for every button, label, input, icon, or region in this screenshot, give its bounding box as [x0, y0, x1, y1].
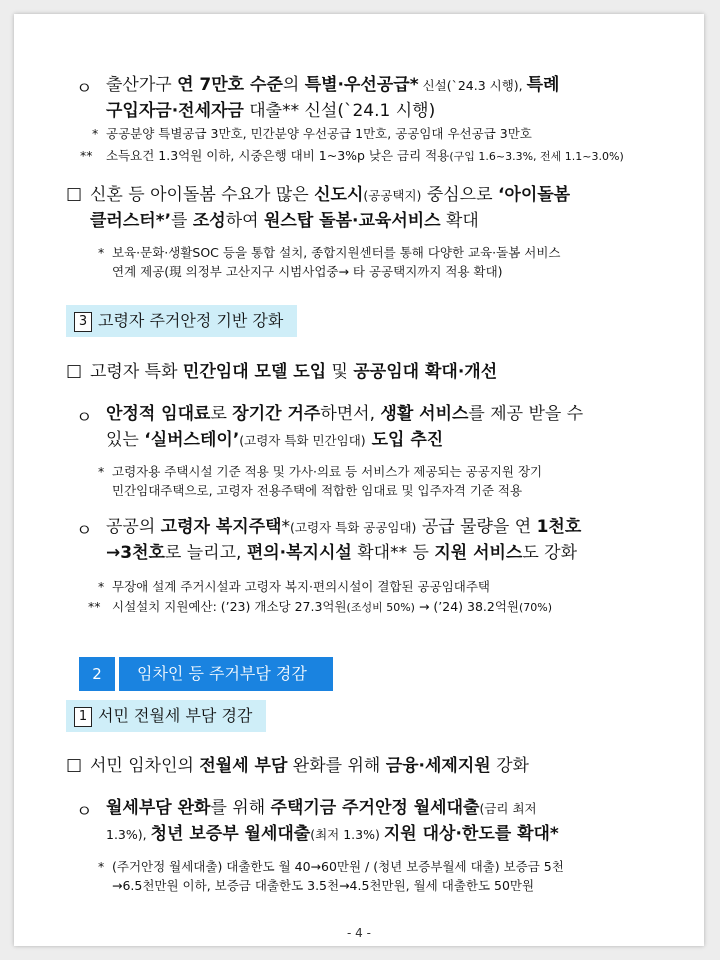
paragraph-line: 안정적 임대료로 장기간 거주하면서, 생활 서비스를 제공 받을 수 [106, 404, 584, 424]
section-marker: □ [66, 755, 83, 775]
paragraph-line: 신혼 등 아이돌봄 수요가 많은 신도시(공공택지) 중심으로 ‘아이돌봄 [90, 185, 571, 205]
footnote-text: 공공분양 특별공급 3만호, 민간분양 우선공급 1만호, 공공임대 우선공급 3만호 [106, 126, 532, 141]
document-page [14, 14, 704, 946]
bullet-marker: ㅇ [76, 521, 93, 541]
section-marker: □ [66, 184, 83, 204]
paragraph-line: →3천호로 늘리고, 편의·복지시설 확대** 등 지원 서비스도 강화 [106, 543, 578, 563]
footnote-text: (주거안정 월세대출) 대출한도 월 40→60만원 / (청년 보증부월세 대출) 보증금 5천 [112, 859, 564, 874]
footnote-marker: * [98, 859, 105, 874]
section-title: 임차인 등 주거부담 경감 [119, 657, 333, 691]
footnote-marker: ** [88, 599, 101, 614]
bullet-marker: ㅇ [76, 408, 93, 428]
footnote-marker: * [98, 579, 105, 594]
subsection-title: 서민 전월세 부담 경감 [98, 706, 253, 725]
footnote-marker: * [98, 464, 105, 479]
paragraph-line: 구입자금·전세자금 대출** 신설(`24.1 시행) [106, 101, 436, 121]
subsection-heading [66, 700, 266, 732]
bullet-marker: ㅇ [76, 79, 93, 99]
paragraph-line: 월세부담 완화를 위해 주택기금 주거안정 월세대출(금리 최저 [106, 798, 537, 818]
section-heading [79, 657, 333, 691]
paragraph-line: 출산가구 연 7만호 수준의 특별·우선공급* 신설(`24.3 시행), 특례 [106, 75, 560, 95]
footnote-marker: * [98, 245, 105, 260]
footnote-text: 민간임대주택으로, 고령자 전용주택에 적합한 임대료 및 입주자격 기준 적용 [112, 483, 523, 498]
paragraph-line: 클러스터*’를 조성하여 원스탑 돌봄·교육서비스 확대 [90, 211, 479, 231]
footnote-text: 무장애 설계 주거시설과 고령자 복지·편의시설이 결합된 공공임대주택 [112, 579, 490, 594]
paragraph-line: 1.3%), 청년 보증부 월세대출(최저 1.3%) 지원 대상·한도를 확대* [106, 824, 559, 844]
footnote-text: 연계 제공(現 의정부 고산지구 시범사업중→ 타 공공택지까지 적용 확대) [112, 264, 503, 279]
paragraph-line: 공공의 고령자 복지주택*(고령자 특화 공공임대) 공급 물량을 연 1천호 [106, 517, 582, 537]
footnote-text: →6.5천만원 이하, 보증금 대출한도 3.5천→4.5천만원, 월세 대출한도 50만원 [112, 878, 535, 893]
page-number: - 4 - [347, 926, 371, 940]
footnote-marker: * [92, 126, 99, 141]
subsection-number: 3 [74, 312, 92, 332]
footnote-marker: ** [80, 148, 93, 163]
subsection-heading [66, 305, 297, 337]
paragraph-line: 고령자 특화 민간임대 모델 도입 및 공공임대 확대·개선 [90, 362, 498, 382]
footnote-text: 고령자용 주택시설 기준 적용 및 가사·의료 등 서비스가 제공되는 공공지원 장기 [112, 464, 543, 479]
footnote-text: 소득요건 1.3억원 이하, 시중은행 대비 1~3%p 낮은 금리 적용(구입 1.6~3.3%, 전세 1.1~3.0%) [106, 148, 624, 163]
subsection-title: 고령자 주거안정 기반 강화 [98, 311, 284, 330]
paragraph-line: 있는 ‘실버스테이’(고령자 특화 민간임대) 도입 추진 [106, 430, 444, 450]
bullet-marker: ㅇ [76, 802, 93, 822]
footnote-text: 보육·문화·생활SOC 등을 통합 설치, 종합지원센터를 통해 다양한 교육·돌봄 서비스 [112, 245, 561, 260]
section-marker: □ [66, 361, 83, 381]
paragraph-line: 서민 임차인의 전월세 부담 완화를 위해 금융·세제지원 강화 [90, 756, 529, 776]
footnote-text: 시설설치 지원예산: (’23) 개소당 27.3억원(조성비 50%) → (’24) 38.2억원(70%) [112, 599, 553, 614]
subsection-number: 1 [74, 707, 92, 727]
section-number: 2 [79, 657, 115, 691]
